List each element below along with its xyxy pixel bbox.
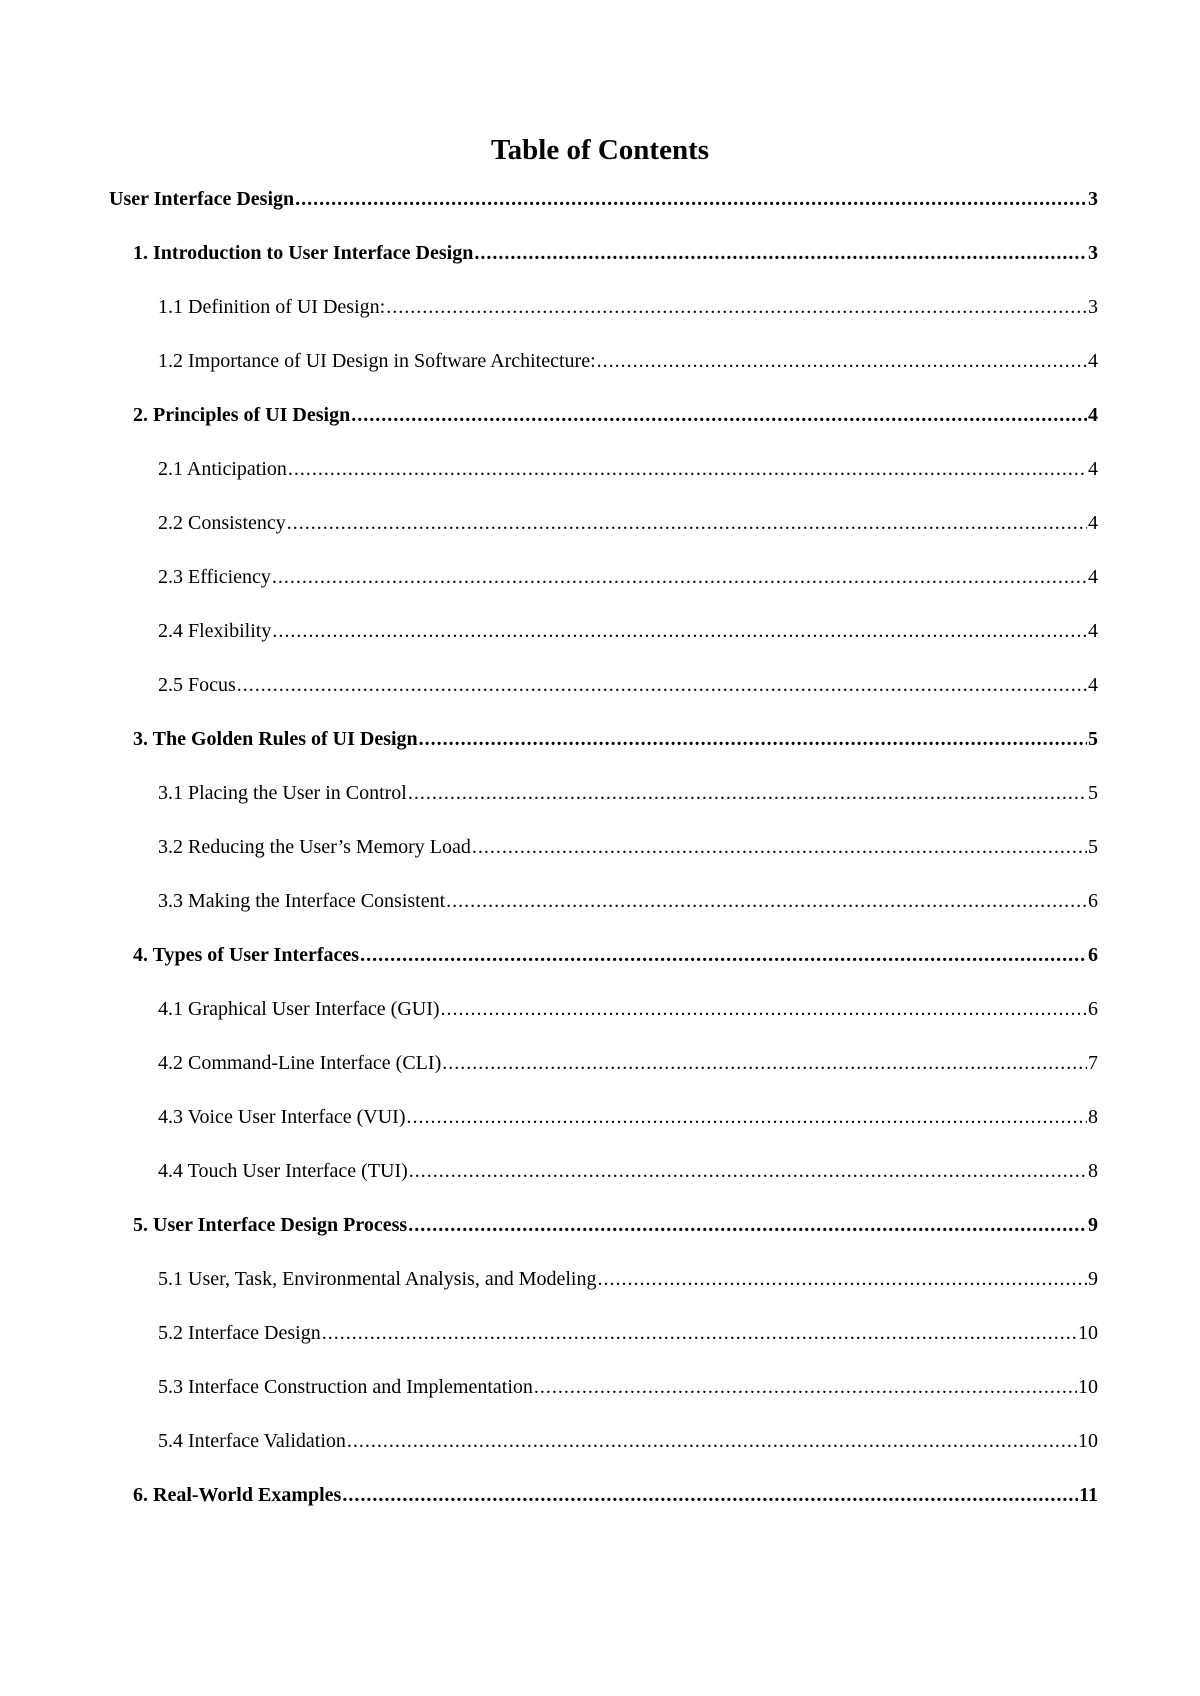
toc-entry[interactable]: [109, 294, 1098, 348]
toc-entry[interactable]: [109, 456, 1098, 510]
dot-leader: [237, 672, 1087, 698]
toc-entry[interactable]: [109, 1050, 1098, 1104]
dot-leader: [474, 240, 1087, 266]
toc-entry-page: 3: [1088, 188, 1098, 210]
toc-entry[interactable]: [109, 1374, 1098, 1428]
toc-entry[interactable]: [109, 1104, 1098, 1158]
toc-entry-page: 6: [1088, 890, 1098, 912]
toc-entry[interactable]: [109, 1482, 1098, 1536]
toc-entry[interactable]: [109, 942, 1098, 996]
toc-entry-title: 5.2 Interface Design: [158, 1322, 321, 1344]
dot-leader: [322, 1320, 1077, 1346]
toc-entry[interactable]: [109, 348, 1098, 402]
page-title: Table of Contents: [490, 134, 710, 166]
dot-leader: [386, 294, 1087, 320]
dot-leader: [272, 618, 1087, 644]
toc-entry-page: 8: [1088, 1160, 1098, 1182]
toc-entry-title: 4.2 Command-Line Interface (CLI): [158, 1052, 442, 1074]
toc-entry[interactable]: [109, 510, 1098, 564]
toc-entry[interactable]: [109, 996, 1098, 1050]
toc-entry[interactable]: [109, 618, 1098, 672]
toc-entry-page: 5: [1088, 782, 1098, 804]
toc-entry-title: 3.3 Making the Interface Consistent: [158, 890, 446, 912]
toc-entry-title: 2. Principles of UI Design: [133, 404, 351, 426]
toc-entry-title: 3. The Golden Rules of UI Design: [133, 728, 418, 750]
dot-leader: [408, 1212, 1087, 1238]
toc-entry-title: 4.4 Touch User Interface (TUI): [158, 1160, 408, 1182]
toc-entry-page: 4: [1088, 566, 1098, 588]
toc-entry-page: 7: [1088, 1052, 1098, 1074]
toc-entry-page: 4: [1088, 404, 1098, 426]
toc-entry-page: 5: [1088, 728, 1098, 750]
toc-entry-title: 5.4 Interface Validation: [158, 1430, 346, 1452]
toc-entry[interactable]: [109, 834, 1098, 888]
dot-leader: [347, 1428, 1077, 1454]
toc-entry[interactable]: [109, 402, 1098, 456]
toc-entry-title: 2.2 Consistency: [158, 512, 286, 534]
dot-leader: [441, 996, 1087, 1022]
table-of-contents: [109, 186, 1098, 1536]
toc-entry[interactable]: [109, 780, 1098, 834]
toc-entry-page: 10: [1078, 1322, 1098, 1344]
dot-leader: [407, 1104, 1088, 1130]
toc-entry-title: 4. Types of User Interfaces: [133, 944, 360, 966]
toc-entry-page: 9: [1088, 1268, 1098, 1290]
toc-entry[interactable]: [109, 1266, 1098, 1320]
dot-leader: [442, 1050, 1087, 1076]
dot-leader: [360, 942, 1087, 968]
dot-leader: [419, 726, 1087, 752]
dot-leader: [287, 510, 1087, 536]
toc-entry[interactable]: [109, 888, 1098, 942]
dot-leader: [295, 186, 1087, 212]
toc-entry-page: 11: [1079, 1484, 1098, 1506]
toc-entry-page: 10: [1078, 1376, 1098, 1398]
dot-leader: [598, 1266, 1088, 1292]
dot-leader: [534, 1374, 1077, 1400]
toc-entry-title: 1. Introduction to User Interface Design: [133, 242, 474, 264]
toc-entry-title: 5.3 Interface Construction and Implementation: [158, 1376, 533, 1398]
toc-entry-title: 2.1 Anticipation: [158, 458, 287, 480]
toc-entry-title: 2.5 Focus: [158, 674, 236, 696]
toc-entry[interactable]: [109, 1428, 1098, 1482]
toc-entry-page: 4: [1088, 350, 1098, 372]
toc-entry-title: 2.4 Flexibility: [158, 620, 272, 642]
toc-entry[interactable]: [109, 1158, 1098, 1212]
dot-leader: [351, 402, 1087, 428]
dot-leader: [408, 780, 1087, 806]
toc-entry-title: 5. User Interface Design Process: [133, 1214, 408, 1236]
toc-entry-page: 8: [1088, 1106, 1098, 1128]
toc-entry-title: User Interface Design: [109, 188, 295, 210]
toc-entry-page: 4: [1088, 620, 1098, 642]
dot-leader: [342, 1482, 1078, 1508]
toc-entry-title: 1.2 Importance of UI Design in Software Architecture:: [158, 350, 596, 372]
toc-entry[interactable]: [109, 240, 1098, 294]
dot-leader: [272, 564, 1087, 590]
toc-entry-page: 6: [1088, 944, 1098, 966]
toc-entry-title: 4.1 Graphical User Interface (GUI): [158, 998, 440, 1020]
toc-entry-page: 5: [1088, 836, 1098, 858]
toc-entry-title: 3.1 Placing the User in Control: [158, 782, 407, 804]
toc-entry-page: 9: [1088, 1214, 1098, 1236]
toc-entry[interactable]: [109, 1212, 1098, 1266]
toc-entry-title: 1.1 Definition of UI Design:: [158, 296, 386, 318]
toc-entry[interactable]: [109, 564, 1098, 618]
toc-entry-title: 2.3 Efficiency: [158, 566, 271, 588]
toc-entry-title: 6. Real-World Examples: [133, 1484, 342, 1506]
toc-entry-page: 3: [1088, 242, 1098, 264]
dot-leader: [597, 348, 1087, 374]
dot-leader: [446, 888, 1087, 914]
toc-entry[interactable]: [109, 186, 1098, 240]
toc-entry-page: 4: [1088, 458, 1098, 480]
dot-leader: [472, 834, 1087, 860]
toc-entry[interactable]: [109, 672, 1098, 726]
toc-entry-page: 3: [1088, 296, 1098, 318]
toc-entry[interactable]: [109, 1320, 1098, 1374]
toc-entry-title: 3.2 Reducing the User’s Memory Load: [158, 836, 471, 858]
dot-leader: [409, 1158, 1087, 1184]
toc-entry[interactable]: [109, 726, 1098, 780]
toc-entry-page: 4: [1088, 674, 1098, 696]
dot-leader: [288, 456, 1087, 482]
toc-entry-title: 4.3 Voice User Interface (VUI): [158, 1106, 406, 1128]
toc-entry-title: 5.1 User, Task, Environmental Analysis, and Modeling: [158, 1268, 597, 1290]
toc-entry-page: 4: [1088, 512, 1098, 534]
toc-entry-page: 10: [1078, 1430, 1098, 1452]
toc-entry-page: 6: [1088, 998, 1098, 1020]
